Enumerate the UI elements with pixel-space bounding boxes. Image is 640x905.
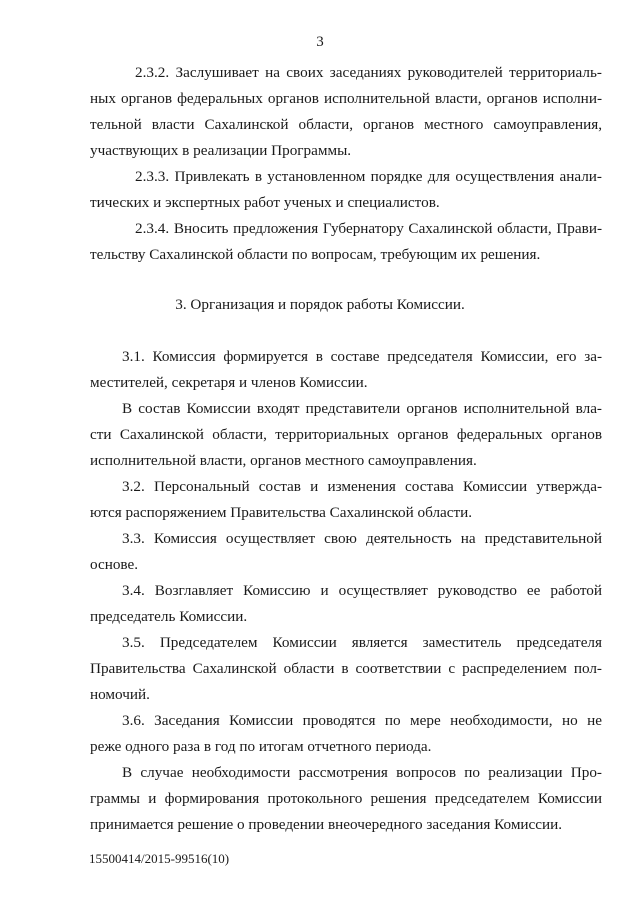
page-number: 3 [316, 34, 324, 50]
text-line: участвующих в реализации Программы. [90, 142, 352, 159]
text-line: тельству Сахалинской области по вопросам, требующим их решения. [90, 246, 541, 263]
text-line: тических и экспертных работ ученых и специалистов. [90, 194, 440, 211]
text-line: В состав Комиссии входят представители органов исполнительной вла- [122, 400, 602, 417]
text-line: 2.3.3. Привлекать в установленном порядке для осуществления анали- [135, 168, 602, 185]
text-line: принимается решение о проведении внеочередного заседания Комиссии. [90, 816, 563, 833]
text-line: 2.3.4. Вносить предложения Губернатору Сахалинской области, Прави- [135, 220, 602, 237]
text-line: 2.3.2. Заслушивает на своих заседаниях руководителей территориаль- [135, 64, 602, 81]
text-line: основе. [90, 556, 139, 573]
section-heading: 3. Организация и порядок работы Комиссии. [175, 296, 465, 313]
text-line: 3.4. Возглавляет Комиссию и осуществляет руководство ее работой [122, 582, 602, 599]
text-line: 3.3. Комиссия осуществляет свою деятельность на представительной [122, 530, 602, 547]
text-line: В случае необходимости рассмотрения вопросов по реализации Про- [122, 764, 602, 781]
text-line: номочий. [90, 686, 150, 703]
text-line: председатель Комиссии. [90, 608, 248, 625]
text-line: граммы и формирования протокольного решения председателем Комиссии [90, 790, 602, 807]
text-line: ются распоряжением Правительства Сахалинской области. [90, 504, 473, 521]
text-line: 3.1. Комиссия формируется в составе председателя Комиссии, его за- [122, 348, 602, 365]
text-line: 3.6. Заседания Комиссии проводятся по мере необходимости, но не [122, 712, 602, 729]
text-line: реже одного раза в год по итогам отчетного периода. [90, 738, 432, 755]
document-code: 15500414/2015-99516(10) [89, 851, 230, 866]
text-line: Правительства Сахалинской области в соответствии с распределением пол- [90, 660, 602, 677]
text-line: исполнительной власти, органов местного самоуправления. [90, 452, 477, 469]
text-line: сти Сахалинской области, территориальных органов федеральных органов [90, 426, 602, 443]
text-line: тельной власти Сахалинской области, органов местного самоуправления, [90, 116, 602, 133]
text-line: местителей, секретаря и членов Комиссии. [90, 374, 368, 391]
text-line: ных органов федеральных органов исполнительной власти, органов исполни- [90, 90, 602, 107]
text-line: 3.2. Персональный состав и изменения состава Комиссии утвержда- [122, 478, 602, 495]
text-line: 3.5. Председателем Комиссии является заместитель председателя [122, 634, 602, 651]
